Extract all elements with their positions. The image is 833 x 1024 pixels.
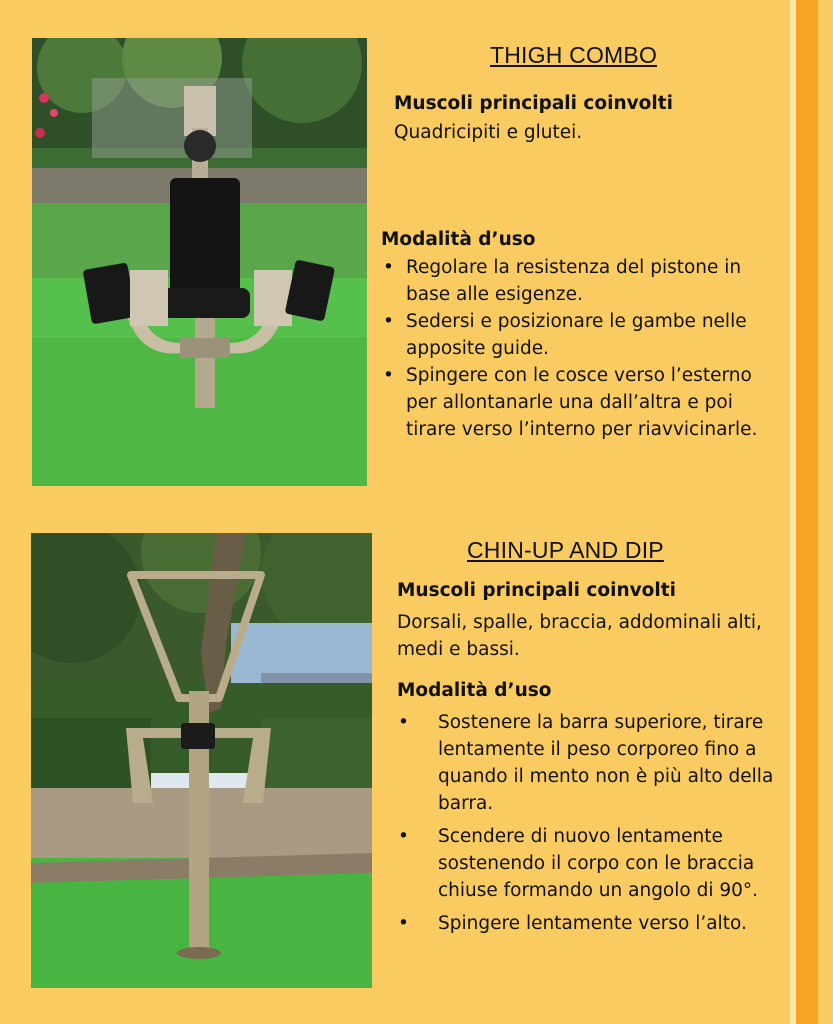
list-item-text: Regolare la resistenza del pistone in base alle esigenze. xyxy=(406,257,742,305)
list-item xyxy=(396,910,786,937)
list-item xyxy=(381,254,781,308)
list-item-text: Spingere lentamente verso l’alto. xyxy=(438,913,747,934)
muscles-text: Quadricipiti e glutei. xyxy=(394,122,583,143)
muscles-heading: Muscoli principali coinvolti xyxy=(397,580,676,601)
bullet-dot: • xyxy=(398,712,409,733)
list-item xyxy=(381,308,781,362)
list-item-text: Sostenere la barra superiore, tirare lentamente il peso corporeo fino a quando il mento non è più alto della barra. xyxy=(438,712,774,814)
list-item-text: Spingere con le cosce verso l’esterno per allontanarle una dall’altra e poi tirare verso l’interno per riavvicinarle. xyxy=(406,365,758,440)
bullet-dot: • xyxy=(383,257,394,278)
section-title-thigh-combo: THIGH COMBO xyxy=(490,42,658,68)
side-stripe-orange xyxy=(796,0,818,1024)
list-item xyxy=(396,823,786,904)
list-item-text: Scendere di nuovo lentamente sostenendo il corpo con le braccia chiuse formando un angolo di 90°. xyxy=(438,826,759,901)
section-title-chin-up-dip: CHIN-UP AND DIP xyxy=(467,537,664,563)
bullet-dot: • xyxy=(383,311,394,332)
usage-list xyxy=(396,709,786,943)
list-item xyxy=(381,362,781,443)
list-item-text: Sedersi e posizionare le gambe nelle apposite guide. xyxy=(406,311,747,359)
bullet-dot: • xyxy=(383,365,394,386)
muscles-heading: Muscoli principali coinvolti xyxy=(394,93,673,114)
usage-list xyxy=(381,254,781,443)
list-item xyxy=(396,709,786,817)
chin-up-dip-photo xyxy=(31,533,372,988)
usage-heading: Modalità d’uso xyxy=(397,680,552,701)
bullet-dot: • xyxy=(398,826,409,847)
muscles-text: Dorsali, spalle, braccia, addominali alti, medi e bassi. xyxy=(397,612,762,660)
bullet-dot: • xyxy=(398,913,409,934)
usage-heading: Modalità d’uso xyxy=(381,229,536,250)
thigh-combo-photo xyxy=(32,38,367,486)
